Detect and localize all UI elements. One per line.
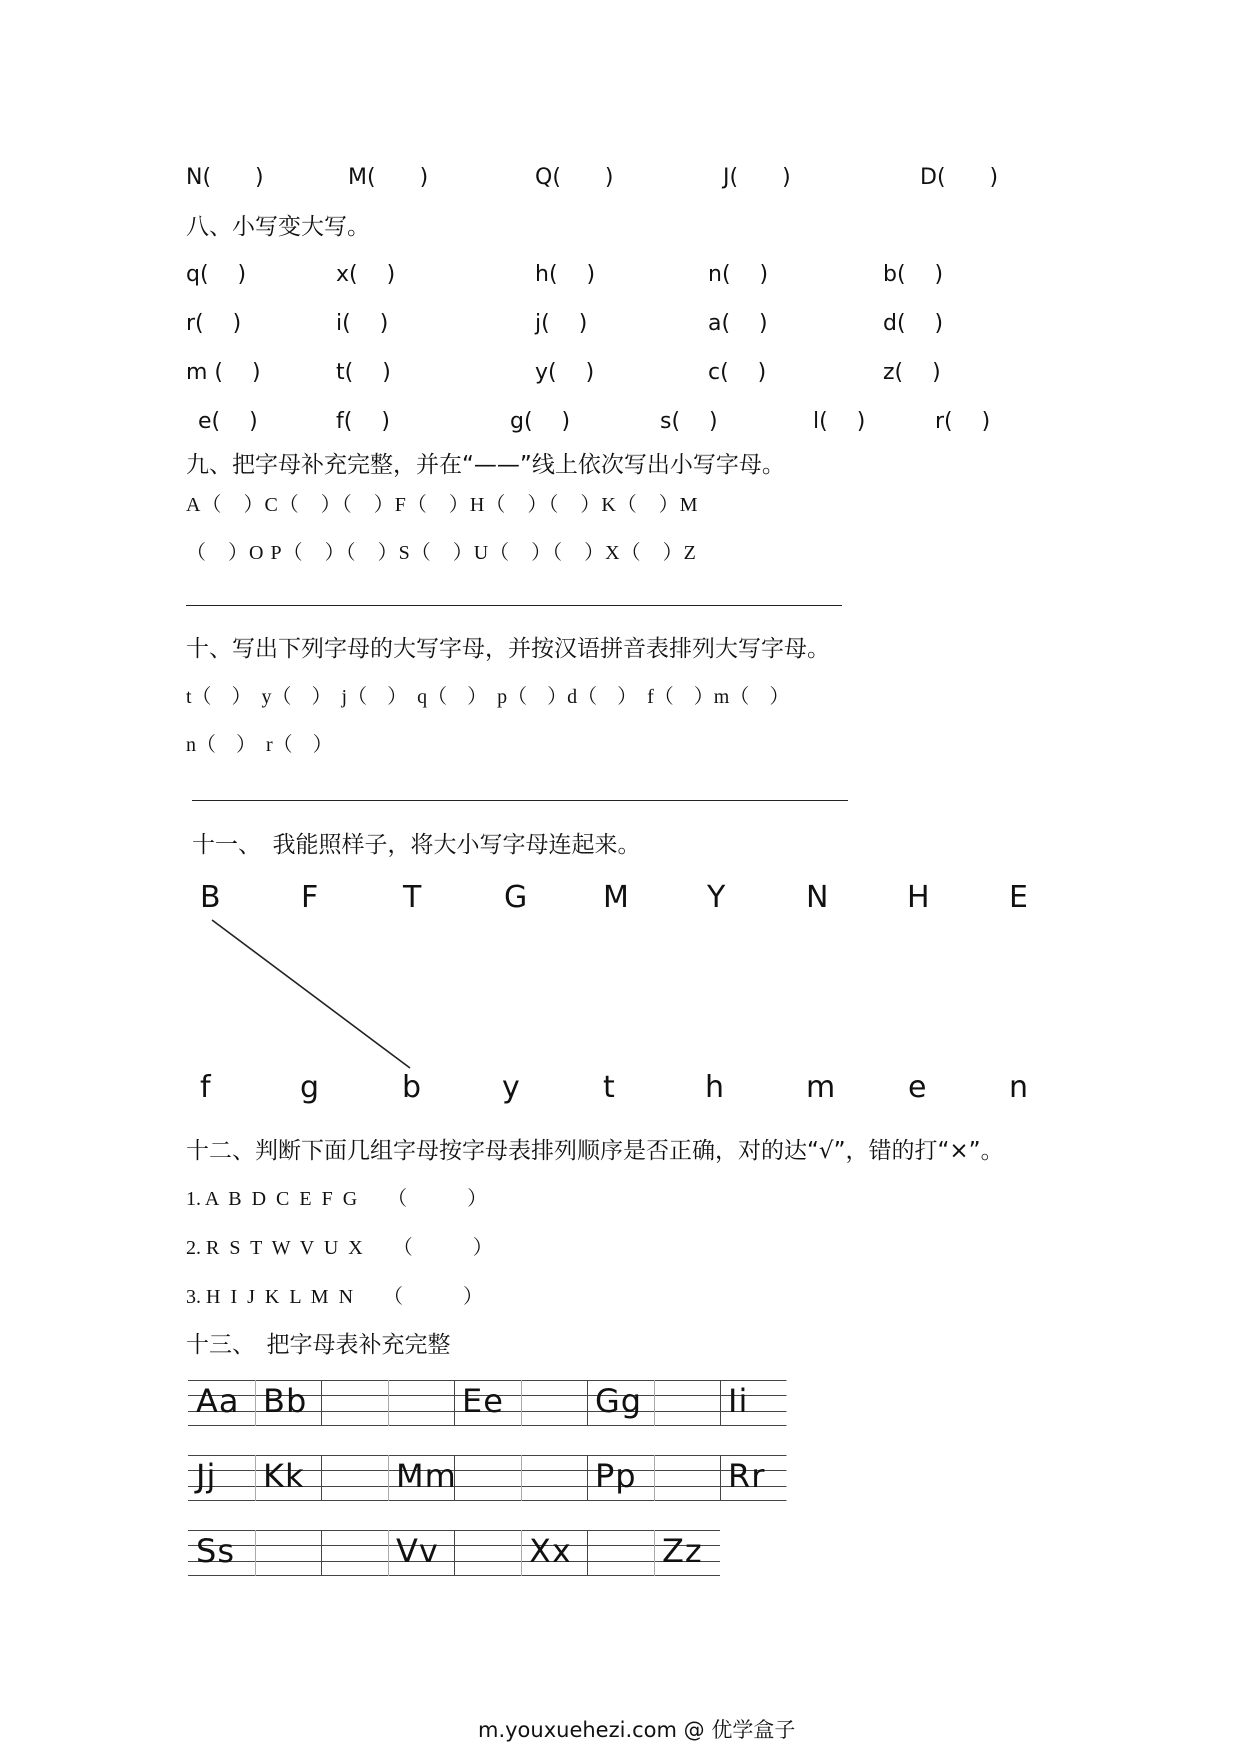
letter-pair: Xx [529, 1532, 572, 1570]
capital-letter-item: M( ) [348, 165, 429, 190]
four-line-row [188, 1455, 787, 1501]
letter-blank-item: t( ) [336, 360, 391, 385]
four-line-row [188, 1380, 787, 1426]
letter-pair: Jj [196, 1457, 217, 1495]
footer-watermark: m.youxuehezi.com @ 优学盒子 [478, 1718, 796, 1742]
letter-blank-item: m ( ) [186, 360, 261, 385]
letter-blank-item: r( ) [186, 311, 242, 336]
lowercase-letter: e [908, 1070, 927, 1105]
letter-blank-item: l( ) [813, 409, 866, 434]
lowercase-letter: t [603, 1070, 615, 1105]
uppercase-letter: E [1009, 880, 1028, 915]
letter-blank-item: b( ) [883, 262, 944, 287]
uppercase-letter: T [403, 880, 422, 915]
section-12-item-2: 2. R S T W V U X （ ） [186, 1237, 493, 1259]
section-9-line-1: A（ ）C（ ）（ ）F（ ）H（ ）（ ）K（ ）M [186, 494, 699, 516]
uppercase-letter: B [200, 880, 221, 915]
letter-pair: Pp [595, 1457, 637, 1495]
letter-pair: Ee [462, 1382, 504, 1420]
letter-pair: Rr [728, 1457, 766, 1495]
section-9-title: 九、把字母补充完整，并在“——”线上依次写出小写字母。 [186, 452, 785, 478]
section-9-line-2: （ ）O P（ ）（ ）S（ ）U（ ）（ ）X（ ）Z [186, 542, 697, 564]
letter-pair: Ii [728, 1382, 749, 1420]
letter-blank-item: r( ) [935, 409, 991, 434]
uppercase-letter: N [806, 880, 829, 915]
four-line-row [188, 1530, 720, 1576]
uppercase-letter: M [603, 880, 629, 915]
lowercase-letter: n [1009, 1070, 1029, 1105]
lowercase-letter: y [502, 1070, 520, 1105]
section-12-item-3: 3. H I J K L M N （ ） [186, 1286, 484, 1308]
section-10-line-2: n（ ） r（ ） [186, 734, 333, 756]
section-10-line-1: t（ ） y（ ） j（ ） q（ ） p（ ）d（ ） f（ ）m（ ） [186, 686, 790, 708]
capital-letter-item: N( ) [186, 165, 264, 190]
letter-blank-item: e( ) [198, 409, 258, 434]
section-8-title: 八、小写变大写。 [186, 214, 370, 240]
letter-blank-item: j( ) [535, 311, 588, 336]
letter-pair: Bb [263, 1382, 308, 1420]
section-11-title: 十一、 我能照样子，将大小写字母连起来。 [192, 832, 641, 858]
capital-letter-item: Q( ) [535, 165, 614, 190]
letter-blank-item: s( ) [660, 409, 718, 434]
uppercase-letter: Y [707, 880, 726, 915]
capital-letter-item: J( ) [723, 165, 791, 190]
letter-pair: Zz [662, 1532, 703, 1570]
letter-pair: Mm [396, 1457, 457, 1495]
letter-blank-item: z( ) [883, 360, 941, 385]
capital-letter-item: D( ) [920, 165, 999, 190]
lowercase-letter: m [806, 1070, 836, 1105]
uppercase-letter: F [301, 880, 319, 915]
letter-blank-item: a( ) [708, 311, 768, 336]
letter-pair: Gg [595, 1382, 643, 1420]
letter-pair: Vv [396, 1532, 439, 1570]
letter-pair: Ss [196, 1532, 235, 1570]
section-12-item-1: 1. A B D C E F G （ ） [186, 1188, 488, 1210]
letter-blank-item: i( ) [336, 311, 389, 336]
lowercase-letter: g [300, 1070, 320, 1105]
letter-blank-item: x( ) [336, 262, 396, 287]
letter-pair: Kk [263, 1457, 305, 1495]
letter-blank-item: n( ) [708, 262, 769, 287]
lowercase-letter: b [402, 1070, 422, 1105]
letter-blank-item: g( ) [510, 409, 571, 434]
uppercase-letter: H [907, 880, 930, 915]
lowercase-letter: h [705, 1070, 725, 1105]
letter-pair: Aa [196, 1382, 240, 1420]
letter-blank-item: y( ) [535, 360, 595, 385]
letter-blank-item: q( ) [186, 262, 247, 287]
section-12-title: 十二、判断下面几组字母按字母表排列顺序是否正确，对的达“√”，错的打“×”。 [186, 1138, 1004, 1164]
uppercase-letter: G [504, 880, 528, 915]
lowercase-letter: f [200, 1070, 211, 1105]
section-10-title: 十、写出下列字母的大写字母，并按汉语拼音表排列大写字母。 [186, 636, 830, 662]
section-13-title: 十三、 把字母表补充完整 [186, 1332, 451, 1358]
letter-blank-item: f( ) [336, 409, 390, 434]
letter-blank-item: h( ) [535, 262, 596, 287]
letter-blank-item: c( ) [708, 360, 767, 385]
letter-blank-item: d( ) [883, 311, 944, 336]
